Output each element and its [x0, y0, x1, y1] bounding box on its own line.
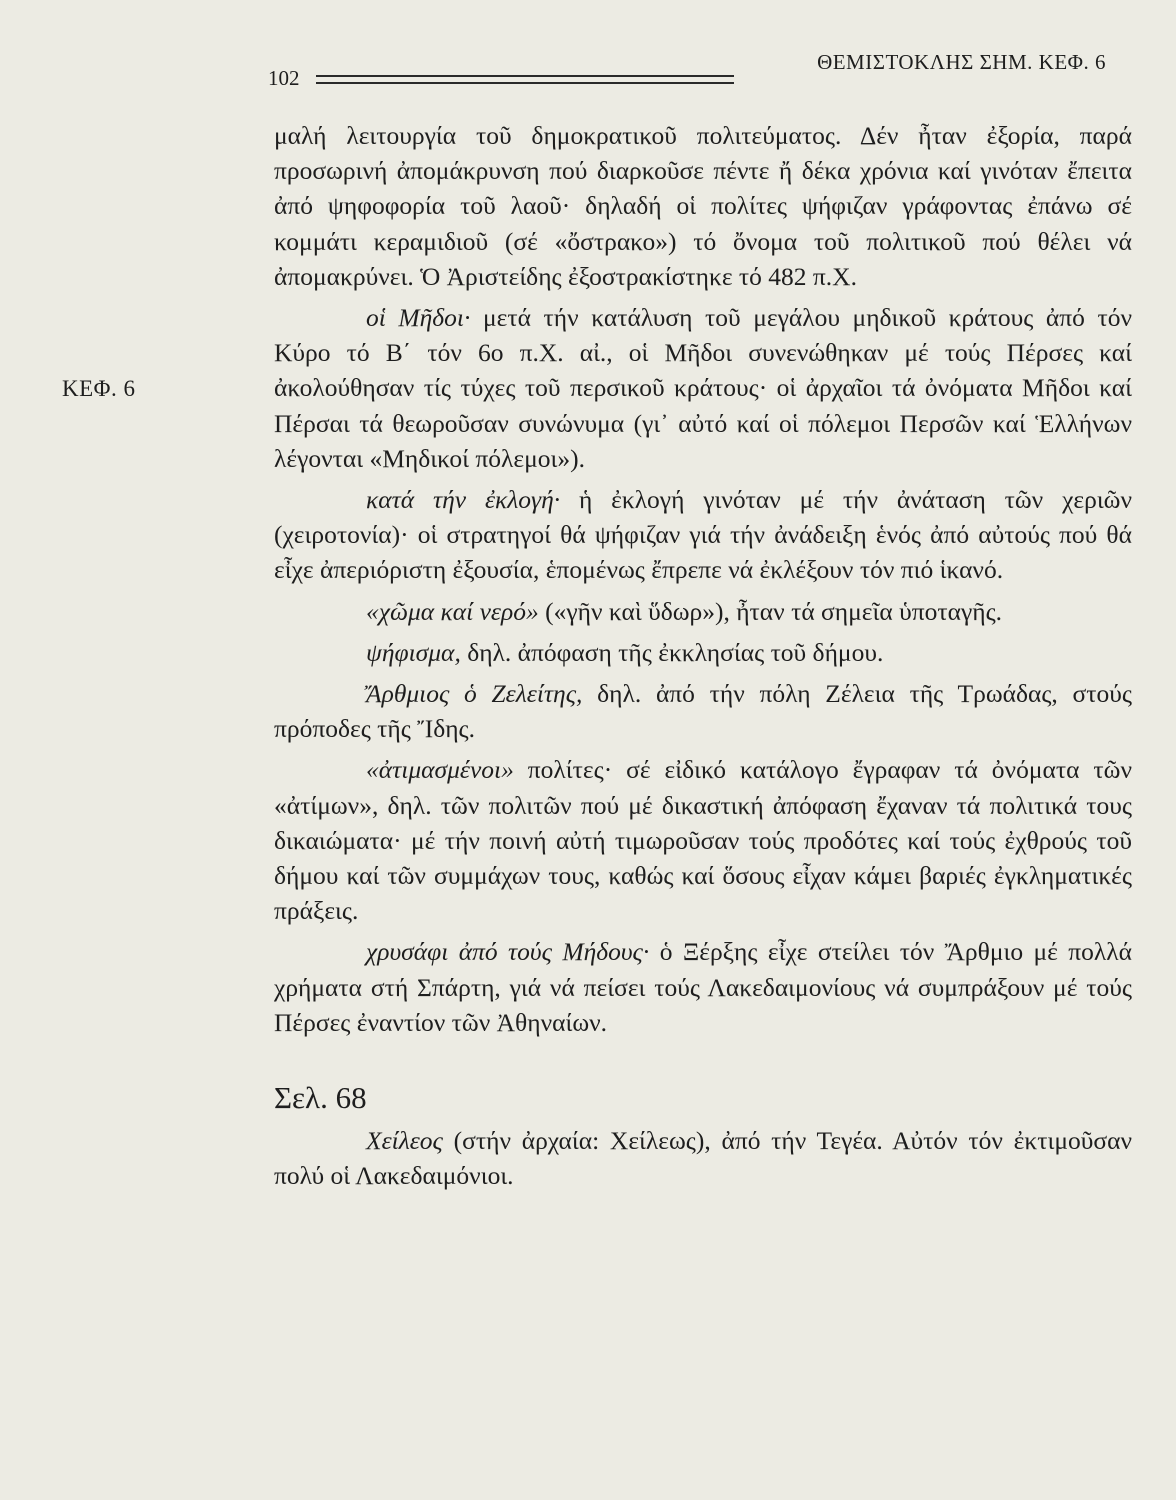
section-title: Σελ. 68	[274, 1080, 367, 1116]
note-lemma: «χῶμα καί νερό»	[366, 596, 539, 626]
margin-chapter-label: ΚΕΦ. 6	[62, 376, 136, 401]
note-text: μαλή λειτουργία τοῦ δημοκρατικοῦ πολιτεύματος. Δέν ἦταν ἐξορία, παρά προσωρινή ἀπομάκρυνση πού διαρκοῦσε πέντε ἤ δέκα χρόνια καί γινόταν ἔπειτα ἀπό ψηφοφορία τοῦ λαοῦ· δηλαδή οἱ πολίτες ψήφιζαν γράφοντας ἐπάνω σέ κομμάτι κεραμιδιοῦ (σέ «ὄστρακο») τό ὄνομα τοῦ πολιτικοῦ πού θέλει νά ἀπομακρύνει. Ὁ Ἀριστείδης ἐξοστρακίστηκε τό 482 π.Χ.	[274, 121, 1132, 291]
note-gold	[274, 934, 1132, 1040]
note-lemma: Χείλεος	[366, 1126, 443, 1156]
note-text: ὁ Ξέρξης εἶχε στείλει τόν Ἄρθμιο μέ πολλά χρήματα στή Σπάρτη, γιά νά πείσει τούς Λακεδαιμονίους νά συμπράξουν μέ τούς Πέρσες ἐναντίον τῶν Ἀθηναίων.	[274, 937, 1133, 1037]
running-header	[268, 44, 1106, 90]
note-text: δηλ. ἀπό τήν πόλη Ζέλεια τῆς Τρωάδας, στούς πρόποδες τῆς Ἴδης.	[274, 679, 1132, 744]
note-earth-water	[274, 594, 1132, 629]
note-arthmios	[274, 676, 1132, 746]
header-double-rule	[316, 75, 734, 84]
note-text: πολίτες· σέ εἰδικό κατάλογο ἔγραφαν τά ὀνόματα τῶν «ἀτίμων», δηλ. τῶν πολιτῶν πού μέ δικαστική ἀπόφαση ἔχαναν τά πολιτικά τους δικαιώματα· μέ τήν ποινή αὐτή τιμωροῦσαν τούς προδότες καί τούς ἐχθρούς τοῦ δήμου καί τῶν συμμάχων τους, καθώς καί ὅσους εἶχαν κάμει βαριές ἐγκληματικές πράξεις.	[274, 755, 1132, 926]
note-text: μετά τήν κατάλυση τοῦ μεγάλου μηδικοῦ κράτους ἀπό τόν Κύρο τό Β΄ τόν 6ο π.Χ. αἰ., οἱ Μῆδοι συνενώθηκαν μέ τούς Πέρσες καί ἀκολούθησαν τίς τύχες τοῦ περσικοῦ κράτους· οἱ ἀρχαῖοι τά ὀνόματα Μῆδοι καί Πέρσαι τά θεωροῦσαν συνώνυμα (γι᾽ αὐτό καί οἱ πόλεμοι Περσῶν καί Ἑλλήνων λέγονται «Μηδικοί πόλεμοι»).	[274, 303, 1132, 473]
note-text: (στήν ἀρχαία: Χείλεως), ἀπό τήν Τεγέα. Αὐτόν τόν ἐκτιμοῦσαν πολύ οἱ Λακεδαιμόνιοι.	[274, 1126, 1132, 1191]
note-lemma: Ἄρθμιος ὁ Ζελείτης,	[366, 679, 583, 709]
note-election	[274, 482, 1132, 588]
note-text: («γῆν καὶ ὕδωρ»), ἦταν τά σημεῖα ὑποταγῆς.	[538, 596, 1003, 626]
note-continuation	[274, 118, 1132, 294]
page-number: 102	[268, 66, 300, 90]
note-lemma: κατά τήν ἐκλογή·	[366, 485, 561, 515]
note-text: ἡ ἐκλογή γινόταν μέ τήν ἀνάταση τῶν χεριῶν (χειροτονία)· οἱ στρατηγοί θά ψήφιζαν γιά τήν ἀνάδειξη ἑνός ἀπό αὐτούς πού θά εἶχε ἀπεριόριστη ἐξουσία, ἑπομένως ἔπρεπε νά ἐκλέξουν τόν πιό ἱκανό.	[274, 485, 1132, 585]
note-cheileos	[274, 1123, 1132, 1193]
note-medes	[274, 300, 1132, 476]
note-lemma: οἱ Μῆδοι·	[366, 303, 471, 333]
note-lemma: χρυσάφι ἀπό τούς Μήδους·	[366, 937, 650, 967]
running-title: ΘΕΜΙΣΤΟΚΛΗΣ ΣΗΜ. ΚΕΦ. 6	[817, 50, 1106, 74]
note-lemma: ψήφισμα,	[366, 637, 461, 667]
note-decree	[274, 635, 1132, 670]
note-text: δηλ. ἀπόφαση τῆς ἐκκλησίας τοῦ δήμου.	[460, 637, 884, 667]
note-atimoi	[274, 752, 1132, 928]
notes-body	[274, 118, 1132, 1194]
note-lemma: «ἀτιμασμένοι»	[366, 755, 514, 785]
